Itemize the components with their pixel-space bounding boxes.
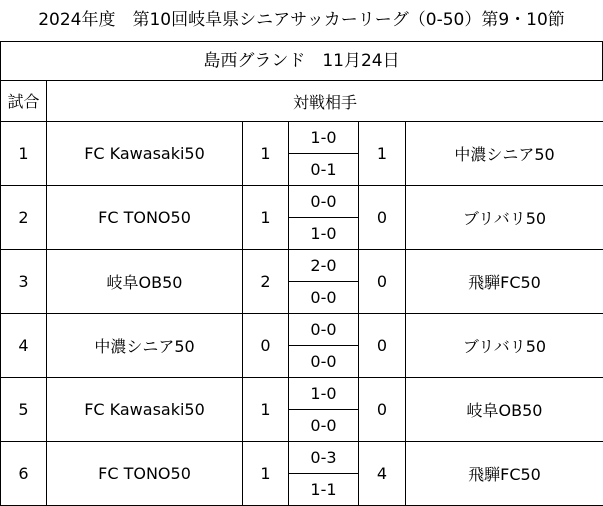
results-body	[1, 81, 603, 506]
away-total-score: 1	[359, 122, 406, 186]
first-half-score: 0-3	[289, 442, 359, 474]
table-row	[1, 314, 603, 346]
away-total-score: 4	[359, 442, 406, 506]
first-half-score: 0-0	[289, 314, 359, 346]
second-half-score: 1-0	[289, 218, 359, 250]
venue-date: 島西グランド 11月24日	[0, 41, 603, 81]
away-team: 飛騨FC50	[406, 442, 603, 506]
away-team: 中濃シニア50	[406, 122, 603, 186]
home-team: FC TONO50	[47, 442, 243, 506]
second-half-score: 0-0	[289, 282, 359, 314]
table-row	[1, 378, 603, 410]
second-half-score: 0-0	[289, 346, 359, 378]
table-row	[1, 250, 603, 282]
home-team: 中濃シニア50	[47, 314, 243, 378]
away-team: 岐阜OB50	[406, 378, 603, 442]
away-total-score: 0	[359, 378, 406, 442]
match-number: 1	[1, 122, 47, 186]
first-half-score: 1-0	[289, 378, 359, 410]
match-number: 6	[1, 442, 47, 506]
match-header: 試合	[1, 81, 47, 122]
home-team: FC Kawasaki50	[47, 122, 243, 186]
away-total-score: 0	[359, 186, 406, 250]
second-half-score: 1-1	[289, 474, 359, 506]
home-total-score: 0	[243, 314, 289, 378]
match-number: 4	[1, 314, 47, 378]
home-team: FC TONO50	[47, 186, 243, 250]
header-row	[1, 81, 603, 122]
home-team: 岐阜OB50	[47, 250, 243, 314]
table-row	[1, 122, 603, 154]
home-total-score: 2	[243, 250, 289, 314]
table-row	[1, 186, 603, 218]
home-total-score: 1	[243, 122, 289, 186]
second-half-score: 0-0	[289, 410, 359, 442]
home-total-score: 1	[243, 442, 289, 506]
away-team: 飛騨FC50	[406, 250, 603, 314]
match-number: 5	[1, 378, 47, 442]
matchup-header: 対戦相手	[47, 81, 603, 122]
results-table	[0, 80, 603, 506]
second-half-score: 0-1	[289, 154, 359, 186]
home-team: FC Kawasaki50	[47, 378, 243, 442]
match-number: 3	[1, 250, 47, 314]
first-half-score: 1-0	[289, 122, 359, 154]
home-total-score: 1	[243, 378, 289, 442]
away-team: ブリバリ50	[406, 186, 603, 250]
match-number: 2	[1, 186, 47, 250]
page-title: 2024年度 第10回岐阜県シニアサッカーリーグ（0-50）第9・10節	[0, 0, 603, 41]
away-total-score: 0	[359, 314, 406, 378]
away-team: ブリバリ50	[406, 314, 603, 378]
first-half-score: 0-0	[289, 186, 359, 218]
table-row	[1, 442, 603, 474]
home-total-score: 1	[243, 186, 289, 250]
away-total-score: 0	[359, 250, 406, 314]
first-half-score: 2-0	[289, 250, 359, 282]
